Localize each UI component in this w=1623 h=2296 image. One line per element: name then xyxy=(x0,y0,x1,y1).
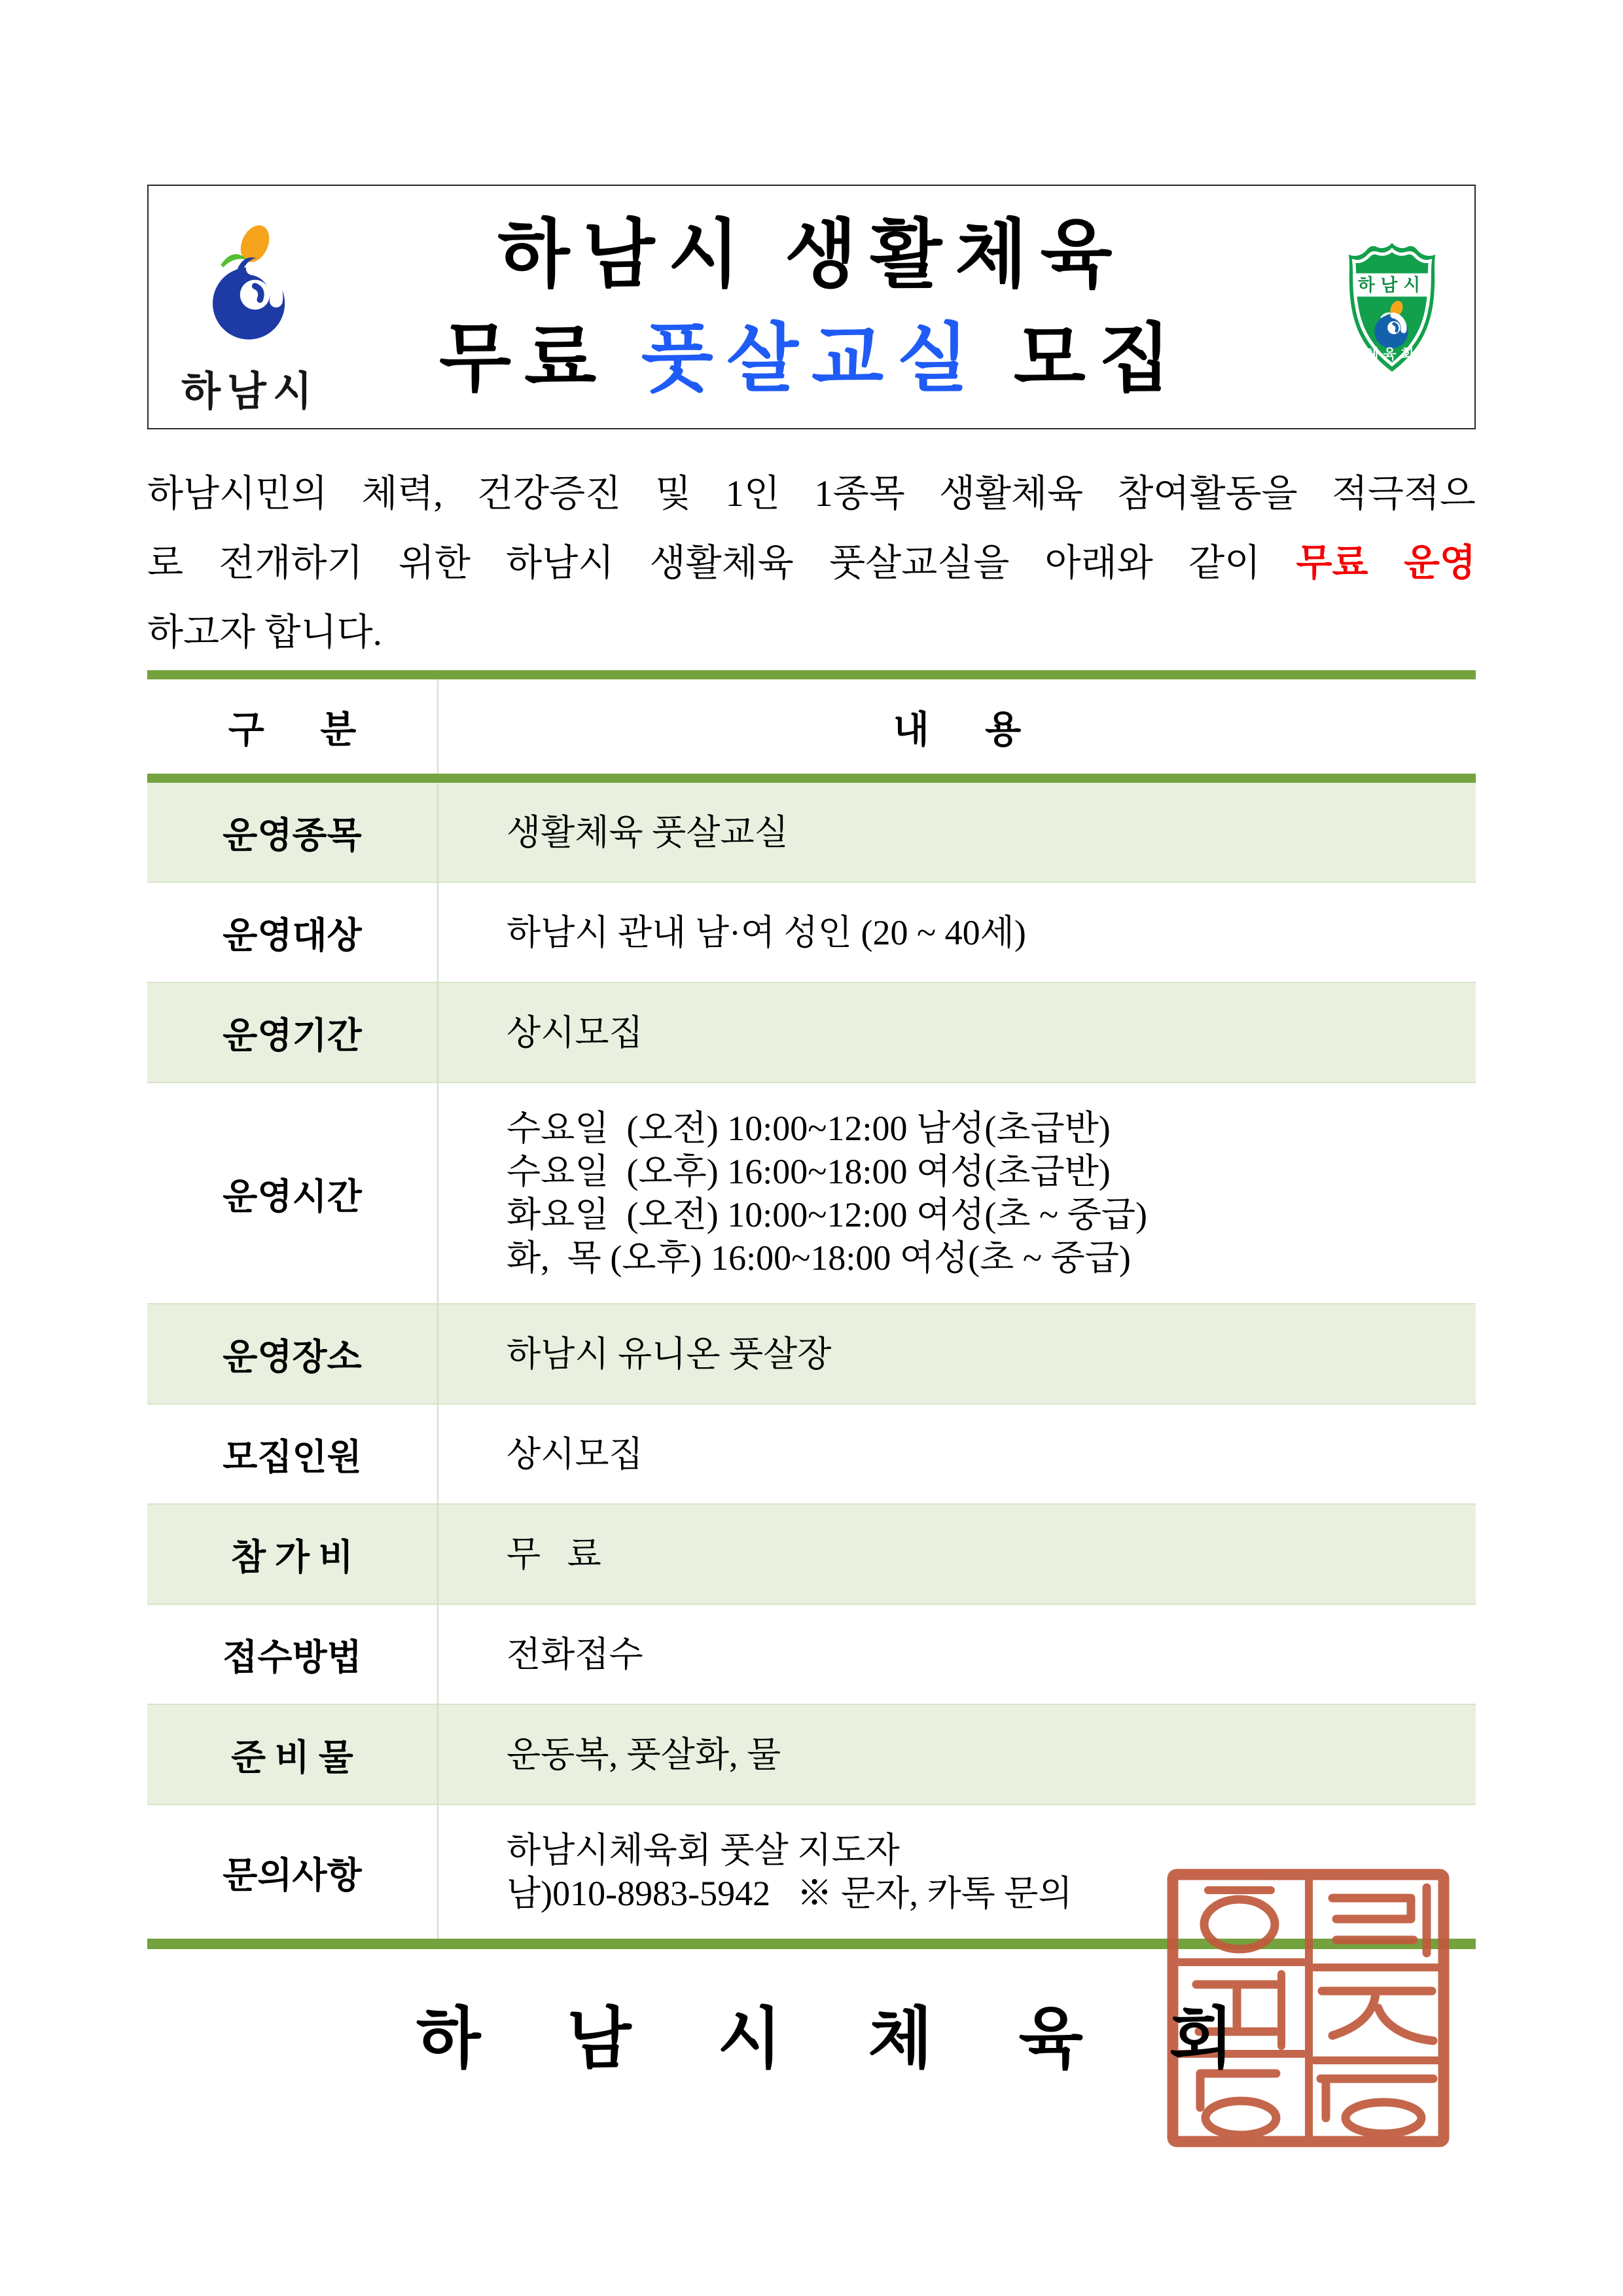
row-label: 접수방법 xyxy=(147,1605,438,1704)
intro-free-operation-highlight: 무료 운영 xyxy=(1296,543,1476,584)
table-header-row xyxy=(147,679,1476,774)
emblem-bottom-text: 체육회 xyxy=(1365,347,1419,363)
table-row xyxy=(147,882,1476,982)
row-content-line: 생활체육 풋살교실 xyxy=(507,812,789,852)
row-content-line: 수요일 (오후) 16:00~18:00 여성(초급반) xyxy=(507,1152,1111,1191)
row-content-line: 화, 목 (오후) 16:00~18:00 여성(초 ~ 중급) xyxy=(507,1238,1131,1278)
hanam-city-logo-block xyxy=(168,224,332,417)
row-label: 운영기간 xyxy=(147,983,438,1082)
table-row xyxy=(147,783,1476,882)
title-word-free: 무료 xyxy=(439,317,641,401)
row-label: 문의사항 xyxy=(147,1805,438,1939)
intro-line-1: 하남시민의 체력, 건강증진 및 1인 1종목 생활체육 참여활동을 적극적으 xyxy=(147,473,1476,514)
row-content xyxy=(438,1705,1476,1804)
row-content-line: 상시모집 xyxy=(507,1013,643,1052)
row-content xyxy=(438,1304,1476,1403)
row-label: 운영종목 xyxy=(147,783,438,882)
title-word-futsal-class: 풋살교실 xyxy=(641,317,982,401)
hanam-city-logo-caption: 하남시 xyxy=(181,369,319,414)
row-content-line: 상시모집 xyxy=(507,1434,643,1474)
row-content xyxy=(438,1505,1476,1604)
sports-council-emblem xyxy=(1337,241,1447,374)
row-label: 참 가 비 xyxy=(147,1505,438,1604)
sports-council-emblem-icon xyxy=(1337,241,1447,374)
row-label: 운영대상 xyxy=(147,883,438,982)
row-content-line: 하남시체육회 풋살 지도자 xyxy=(507,1831,900,1870)
row-content-line: 수요일 (오전) 10:00~12:00 남성(초급반) xyxy=(507,1109,1111,1148)
intro-line-3: 하고자 합니다. xyxy=(147,612,382,653)
row-label: 운영시간 xyxy=(147,1083,438,1303)
row-content-line: 남)010-8983-5942 ※ 문자, 카톡 문의 xyxy=(507,1874,1073,1913)
row-content xyxy=(438,1605,1476,1704)
table-header-category: 구 분 xyxy=(147,679,438,774)
emblem-band-text: 하남시 xyxy=(1358,275,1426,295)
table-header-underline xyxy=(147,774,1476,783)
table-rows xyxy=(147,783,1476,1939)
row-content-line: 무 료 xyxy=(507,1534,601,1574)
row-content xyxy=(438,1083,1476,1303)
banner-title-line2 xyxy=(439,318,1184,400)
info-table xyxy=(147,670,1476,1949)
banner-title xyxy=(358,186,1265,428)
row-content-line: 운동복, 풋살화, 물 xyxy=(507,1734,781,1774)
row-content-line: 전화접수 xyxy=(507,1634,643,1674)
table-row xyxy=(147,1303,1476,1403)
row-label: 준 비 물 xyxy=(147,1705,438,1804)
row-label: 운영장소 xyxy=(147,1304,438,1403)
table-row xyxy=(147,1704,1476,1804)
row-content-line: 화요일 (오전) 10:00~12:00 여성(초 ~ 중급) xyxy=(507,1195,1148,1234)
header-banner xyxy=(147,185,1476,429)
hanam-city-logo-icon xyxy=(198,224,302,348)
row-content-line: 하남시 유니온 풋살장 xyxy=(507,1334,832,1374)
title-word-recruit: 모집 xyxy=(982,317,1184,401)
intro-line-2 xyxy=(147,529,1476,598)
table-row xyxy=(147,1604,1476,1704)
row-content xyxy=(438,883,1476,982)
table-row xyxy=(147,1082,1476,1303)
row-label: 모집인원 xyxy=(147,1405,438,1503)
table-row xyxy=(147,1403,1476,1503)
table-row xyxy=(147,1503,1476,1604)
row-content xyxy=(438,983,1476,1082)
intro-line-2-text: 로 전개하기 위한 하남시 생활체육 풋살교실을 아래와 같이 xyxy=(147,543,1296,584)
table-top-border xyxy=(147,670,1476,679)
intro-paragraph xyxy=(147,459,1476,668)
banner-title-line1: 하남시 생활체육 xyxy=(497,213,1126,296)
row-content-line: 하남시 관내 남·여 성인 (20 ~ 40세) xyxy=(507,912,1026,952)
row-content xyxy=(438,783,1476,882)
table-header-content: 내 용 xyxy=(893,709,1022,751)
row-content xyxy=(438,1405,1476,1503)
table-row xyxy=(147,982,1476,1082)
organization-name: 하 남 시 체 육 회 xyxy=(416,2003,1269,2077)
